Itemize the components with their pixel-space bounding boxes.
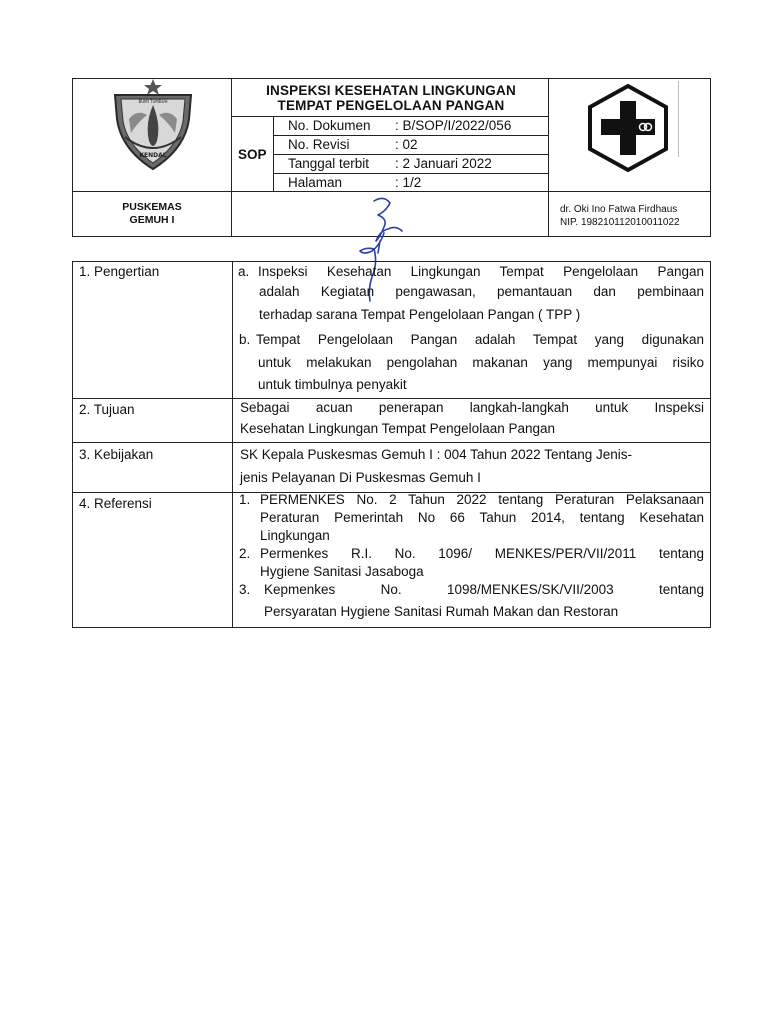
signer-nip: NIP. 198210112010011022 — [560, 217, 680, 228]
sop-label: SOP — [238, 147, 267, 162]
text-line: Peraturan Pemerintah No 66 Tahun 2014, tentang Kesehatan — [260, 510, 704, 525]
list-marker: a. — [238, 264, 250, 279]
list-marker: b. — [239, 332, 251, 347]
divider — [73, 442, 711, 443]
meta-label: Tanggal terbit — [288, 156, 370, 171]
text-line: Hygiene Sanitasi Jasaboga — [260, 564, 424, 579]
text-line: Kesehatan Lingkungan Tempat Pengelolaan Pangan — [240, 421, 556, 436]
section-label-referensi: 4. Referensi — [79, 496, 152, 511]
meta-value: : 2 Januari 2022 — [395, 156, 492, 171]
kendal-regency-logo — [107, 79, 199, 179]
divider — [273, 135, 549, 136]
meta-label: Halaman — [288, 175, 343, 190]
reference-item — [260, 545, 704, 581]
org-line-2: GEMUH I — [129, 214, 175, 226]
org-line-1: PUSKEMAS — [122, 201, 182, 213]
meta-label: No. Dokumen — [288, 118, 371, 133]
logo-motto: BUMI TUMBUH — [138, 99, 168, 104]
reference-item — [260, 491, 704, 545]
text-line: SK Kepala Puskesmas Gemuh I : 004 Tahun 2022 Tentang Jenis- — [240, 447, 633, 462]
title-line-2: TEMPAT PENGELOLAAN PANGAN — [277, 98, 505, 113]
reference-item — [264, 581, 704, 625]
purpose-text — [240, 398, 704, 440]
meta-label: No. Revisi — [288, 137, 350, 152]
divider — [231, 116, 549, 117]
divider — [273, 154, 549, 155]
signer-name: dr. Oki Ino Fatwa Firdhaus — [560, 204, 678, 215]
text-line: Kepmenkes No. 1098/MENKES/SK/VII/2003 tentang — [264, 582, 704, 597]
text-line: terhadap sarana Tempat Pengelolaan Pangan ( TPP ) — [259, 306, 581, 322]
document-title — [233, 83, 549, 113]
text-line: adalah Kegiatan pengawasan, pemantauan dan pembinaan — [259, 284, 704, 299]
text-line: Inspeksi Kesehatan Lingkungan Tempat Pengelolaan Pangan — [258, 264, 704, 279]
text-line: Permenkes R.I. No. 1096/ MENKES/PER/VII/2011 tentang — [260, 546, 704, 561]
divider — [232, 262, 233, 628]
signer-block — [560, 203, 680, 229]
policy-text — [240, 444, 704, 490]
section-label-kebijakan: 3. Kebijakan — [79, 447, 154, 462]
text-line: untuk timbulnya penyakit — [258, 377, 407, 392]
list-marker: 3. — [239, 582, 251, 597]
text-line: jenis Pelayanan Di Puskesmas Gemuh I — [240, 470, 481, 485]
sop-content-table — [72, 261, 711, 628]
text-line: Sebagai acuan penerapan langkah-langkah untuk Inspeksi — [240, 400, 704, 415]
meta-value: : 02 — [395, 137, 418, 152]
definition-b — [256, 329, 704, 397]
definition-a — [258, 262, 704, 326]
divider — [678, 81, 679, 157]
divider — [73, 191, 711, 192]
text-line: Lingkungan — [260, 528, 330, 543]
text-line: Tempat Pengelolaan Pangan adalah Tempat yang digunakan — [256, 332, 704, 347]
puskesmas-logo — [585, 83, 671, 173]
list-marker: 2. — [239, 546, 251, 561]
list-marker: 1. — [239, 492, 251, 507]
divider — [273, 173, 549, 174]
meta-value: : 1/2 — [395, 175, 422, 190]
organization-name — [93, 201, 211, 227]
logo-region: KENDAL — [139, 152, 167, 159]
section-label-pengertian: 1. Pengertian — [79, 264, 160, 279]
text-line: untuk melakukan pengolahan makanan yang mempunyai risiko — [258, 354, 704, 370]
meta-value: : B/SOP/I/2022/056 — [395, 118, 512, 133]
title-line-1: INSPEKSI KESEHATAN LINGKUNGAN — [266, 83, 516, 98]
text-line: PERMENKES No. 2 Tahun 2022 tentang Peraturan Pelaksanaan — [260, 492, 704, 507]
section-label-tujuan: 2. Tujuan — [79, 402, 135, 417]
divider — [231, 79, 232, 237]
text-line: Persyaratan Hygiene Sanitasi Rumah Makan dan Restoran — [264, 604, 619, 619]
